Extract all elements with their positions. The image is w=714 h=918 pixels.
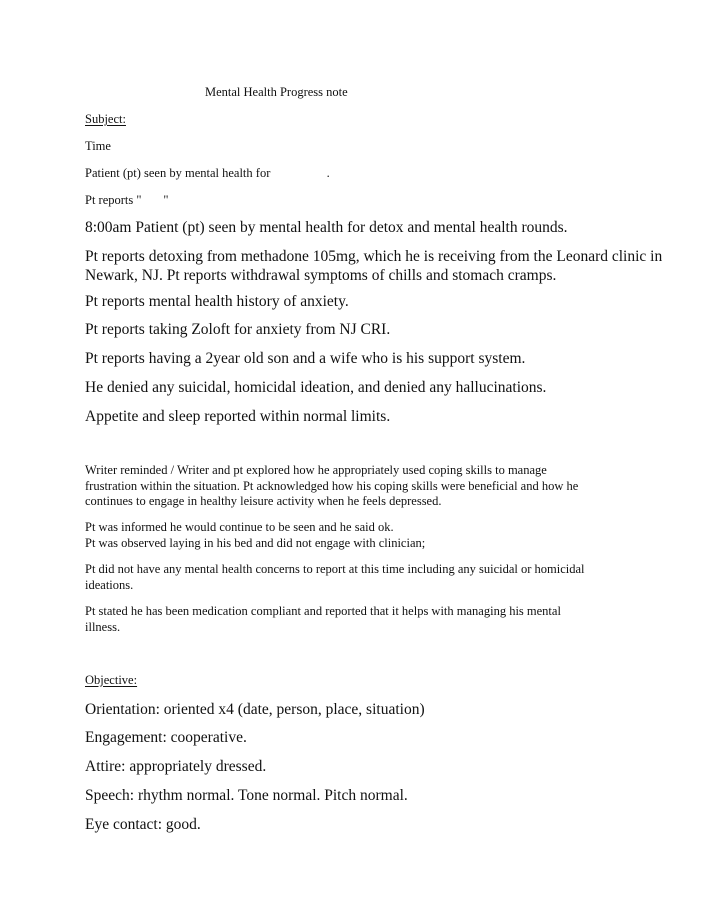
seen-for-template-line: Patient (pt) seen by mental health for . xyxy=(85,166,330,180)
compliance-paragraph xyxy=(85,604,625,635)
document-title: Mental Health Progress note xyxy=(205,85,348,99)
denial-line: He denied any suicidal, homicidal ideation, and denied any hallucinations. xyxy=(85,379,547,396)
concerns-paragraph xyxy=(85,562,625,593)
coping-line-3: continues to engage in healthy leisure activity when he feels depressed. xyxy=(85,494,442,508)
compliance-line-2: illness. xyxy=(85,619,121,634)
seen-note-line: 8:00am Patient (pt) seen by mental health for detox and mental health rounds. xyxy=(85,219,568,236)
speech-line: Speech: rhythm normal. Tone normal. Pitch normal. xyxy=(85,787,408,804)
orientation-line: Orientation: oriented x4 (date, person, place, situation) xyxy=(85,701,425,718)
attire-line: Attire: appropriately dressed. xyxy=(85,758,267,775)
subject-heading: Subject: xyxy=(85,112,126,126)
family-line: Pt reports having a 2year old son and a wife who is his support system. xyxy=(85,350,526,367)
coping-paragraph xyxy=(85,463,625,510)
reports-template-line: Pt reports " " xyxy=(85,193,169,207)
objective-heading: Objective: xyxy=(85,673,138,687)
detox-line-2: Newark, NJ. Pt reports withdrawal symptoms of chills and stomach cramps. xyxy=(85,267,557,284)
detox-paragraph xyxy=(85,247,662,285)
concerns-line-1: Pt did not have any mental health concerns to report at this time including any suicidal or homicidal xyxy=(85,562,585,576)
time-label: Time xyxy=(85,139,111,153)
zoloft-line: Pt reports taking Zoloft for anxiety from NJ CRI. xyxy=(85,321,391,338)
informed-line: Pt was informed he would continue to be seen and he said ok. xyxy=(85,520,394,534)
coping-line-2: frustration within the situation. Pt acknowledged how his coping skills were beneficial and how he xyxy=(85,478,579,493)
appetite-line: Appetite and sleep reported within normal limits. xyxy=(85,408,391,425)
detox-line-1: Pt reports detoxing from methadone 105mg, which he is receiving from the Leonard clinic in xyxy=(85,248,663,265)
engagement-line: Engagement: cooperative. xyxy=(85,729,247,746)
coping-line-1: Writer reminded / Writer and pt explored how he appropriately used coping skills to manage xyxy=(85,463,547,477)
eye-contact-line: Eye contact: good. xyxy=(85,816,201,833)
observed-line: Pt was observed laying in his bed and did not engage with clinician; xyxy=(85,535,426,550)
compliance-line-1: Pt stated he has been medication compliant and reported that it helps with managing his mental xyxy=(85,604,561,618)
informed-observed-paragraph xyxy=(85,520,625,551)
concerns-line-2: ideations. xyxy=(85,577,134,592)
history-line: Pt reports mental health history of anxiety. xyxy=(85,293,349,310)
